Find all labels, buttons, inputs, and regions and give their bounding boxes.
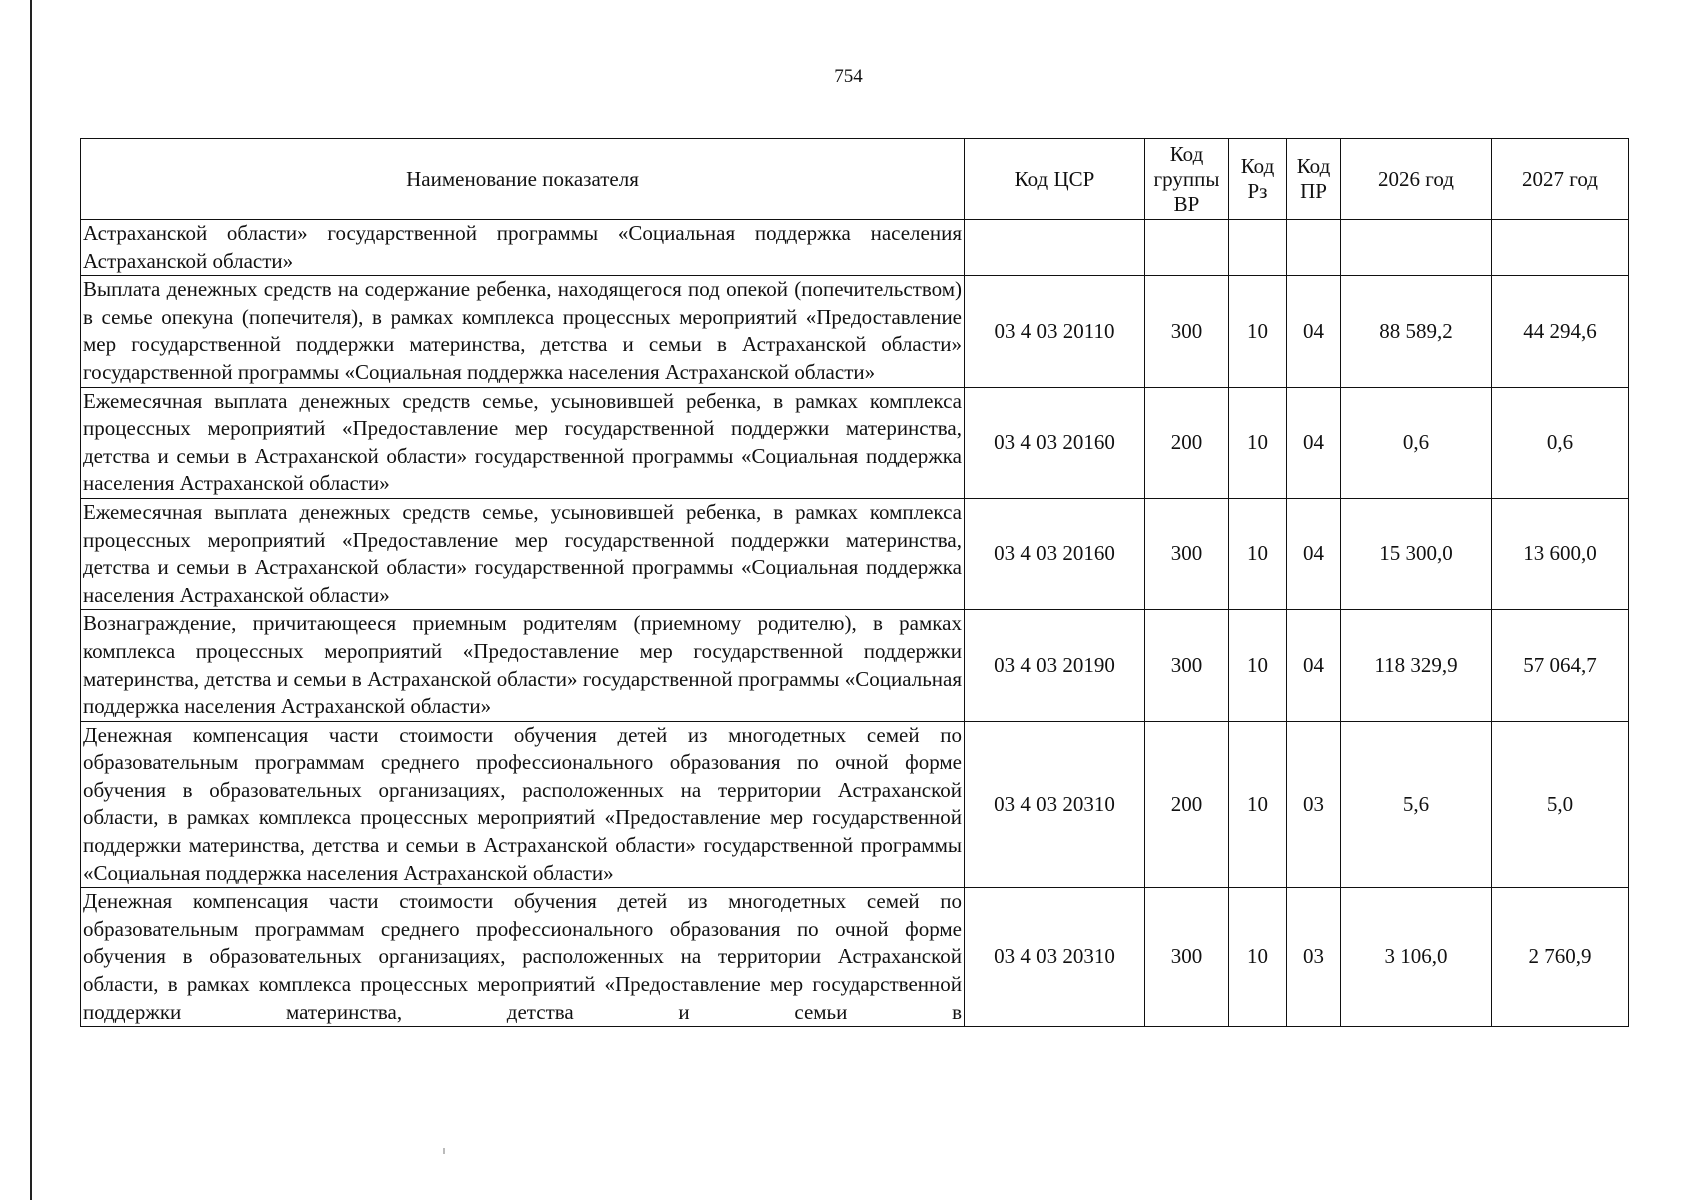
- row-name: Вознаграждение, причитающееся приемным родителям (приемному родителю), в рамках комплекса процессных мероприятий «Предоставление мер государственной поддержки материнства, детства и семьи в Астраханской области» государственной программы «Социальная поддержка населения Астраханской области»: [81, 610, 965, 721]
- table-row: [81, 610, 1629, 721]
- header-csr-code: Код ЦСР: [965, 139, 1145, 220]
- header-year-2027: 2027 год: [1492, 139, 1629, 220]
- row-pr-code: 03: [1287, 721, 1341, 888]
- row-value-2026: [1341, 220, 1492, 276]
- row-rz-code: 10: [1229, 498, 1287, 609]
- row-rz-code: 10: [1229, 721, 1287, 888]
- row-value-2026: 3 106,0: [1341, 888, 1492, 1027]
- row-value-2026: 5,6: [1341, 721, 1492, 888]
- header-year-2026: 2026 год: [1341, 139, 1492, 220]
- row-value-2027: 13 600,0: [1492, 498, 1629, 609]
- row-name: Астраханской области» государственной программы «Социальная поддержка населения Астраханской области»: [81, 220, 965, 276]
- row-rz-code: 10: [1229, 610, 1287, 721]
- table-row: [81, 220, 1629, 276]
- page-number: 754: [834, 66, 863, 87]
- row-value-2027: [1492, 220, 1629, 276]
- table-row: [81, 276, 1629, 387]
- row-vr-code: 200: [1145, 721, 1229, 888]
- header-pr-code: Код ПР: [1287, 139, 1341, 220]
- row-vr-code: 300: [1145, 498, 1229, 609]
- table-row: [81, 888, 1629, 1027]
- row-name: Выплата денежных средств на содержание ребенка, находящегося под опекой (попечительством) в семье опекуна (попечителя), в рамках комплекса процессных мероприятий «Предоставление мер государственной поддержки материнства, детства и семьи в Астраханской области» государственной программы «Социальная поддержка населения Астраханской области»: [81, 276, 965, 387]
- row-pr-code: 04: [1287, 610, 1341, 721]
- budget-table: [80, 138, 1629, 1027]
- table-row: [81, 387, 1629, 498]
- row-csr-code: 03 4 03 20160: [965, 387, 1145, 498]
- row-name: Денежная компенсация части стоимости обучения детей из многодетных семей по образовательным программам среднего профессионального образования по очной форме обучения в образовательных организациях, расположенных на территории Астраханской области, в рамках комплекса процессных мероприятий «Предоставление мер государственной поддержки материнства, детства и семьи в: [81, 888, 965, 1027]
- row-vr-code: 300: [1145, 888, 1229, 1027]
- row-name: Ежемесячная выплата денежных средств семье, усыновившей ребенка, в рамках комплекса процессных мероприятий «Предоставление мер государственной поддержки материнства, детства и семьи в Астраханской области» государственной программы «Социальная поддержка населения Астраханской области»: [81, 387, 965, 498]
- row-csr-code: 03 4 03 20310: [965, 888, 1145, 1027]
- row-value-2027: 44 294,6: [1492, 276, 1629, 387]
- header-vr-code: Код группы ВР: [1145, 139, 1229, 220]
- row-vr-code: [1145, 220, 1229, 276]
- row-value-2026: 15 300,0: [1341, 498, 1492, 609]
- table-header-row: [81, 139, 1629, 220]
- row-pr-code: [1287, 220, 1341, 276]
- table-row: [81, 498, 1629, 609]
- row-value-2026: 88 589,2: [1341, 276, 1492, 387]
- row-rz-code: 10: [1229, 276, 1287, 387]
- row-csr-code: 03 4 03 20310: [965, 721, 1145, 888]
- row-csr-code: [965, 220, 1145, 276]
- row-pr-code: 03: [1287, 888, 1341, 1027]
- row-pr-code: 04: [1287, 387, 1341, 498]
- row-vr-code: 200: [1145, 387, 1229, 498]
- header-name: Наименование показателя: [81, 139, 965, 220]
- row-value-2027: 2 760,9: [1492, 888, 1629, 1027]
- row-vr-code: 300: [1145, 610, 1229, 721]
- row-value-2027: 0,6: [1492, 387, 1629, 498]
- row-pr-code: 04: [1287, 276, 1341, 387]
- row-value-2027: 57 064,7: [1492, 610, 1629, 721]
- table-row: [81, 721, 1629, 888]
- header-rz-code: Код Рз: [1229, 139, 1287, 220]
- row-name: Ежемесячная выплата денежных средств семье, усыновившей ребенка, в рамках комплекса процессных мероприятий «Предоставление мер государственной поддержки материнства, детства и семьи в Астраханской области» государственной программы «Социальная поддержка населения Астраханской области»: [81, 498, 965, 609]
- row-csr-code: 03 4 03 20160: [965, 498, 1145, 609]
- scan-dust-mark: [443, 1148, 445, 1154]
- row-value-2027: 5,0: [1492, 721, 1629, 888]
- row-rz-code: 10: [1229, 888, 1287, 1027]
- row-rz-code: [1229, 220, 1287, 276]
- row-rz-code: 10: [1229, 387, 1287, 498]
- row-pr-code: 04: [1287, 498, 1341, 609]
- scan-binding-line: [30, 0, 32, 1200]
- row-value-2026: 118 329,9: [1341, 610, 1492, 721]
- row-name: Денежная компенсация части стоимости обучения детей из многодетных семей по образовательным программам среднего профессионального образования по очной форме обучения в образовательных организациях, расположенных на территории Астраханской области, в рамках комплекса процессных мероприятий «Предоставление мер государственной поддержки материнства, детства и семьи в Астраханской области» государственной программы «Социальная поддержка населения Астраханской области»: [81, 721, 965, 888]
- row-vr-code: 300: [1145, 276, 1229, 387]
- row-csr-code: 03 4 03 20190: [965, 610, 1145, 721]
- row-csr-code: 03 4 03 20110: [965, 276, 1145, 387]
- row-value-2026: 0,6: [1341, 387, 1492, 498]
